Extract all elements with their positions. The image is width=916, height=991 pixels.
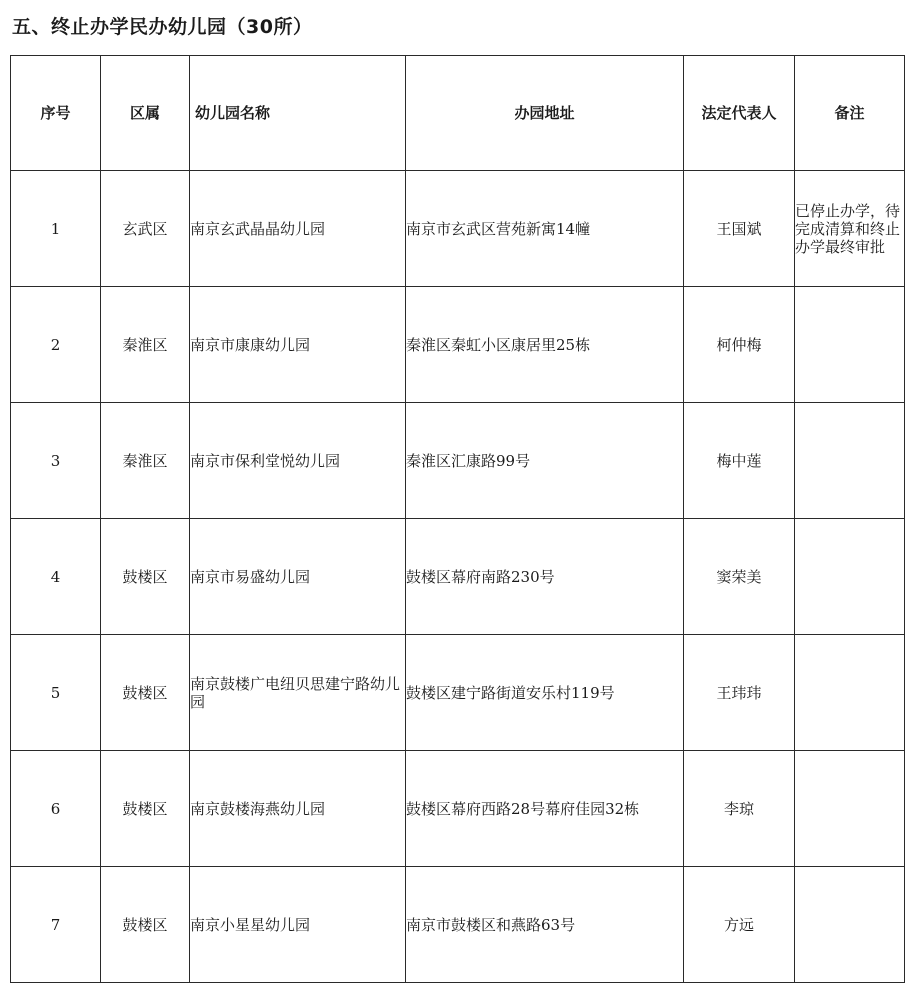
cell-remark: 已停止办学，待完成清算和终止办学最终审批 <box>795 171 905 287</box>
cell-name: 南京市康康幼儿园 <box>190 287 406 403</box>
header-remark: 备注 <box>795 56 905 171</box>
header-representative: 法定代表人 <box>684 56 795 171</box>
cell-representative: 方远 <box>684 867 795 983</box>
cell-remark <box>795 287 905 403</box>
cell-name: 南京市保利堂悦幼儿园 <box>190 403 406 519</box>
header-district: 区属 <box>101 56 190 171</box>
cell-representative: 柯仲梅 <box>684 287 795 403</box>
cell-address: 鼓楼区幕府南路230号 <box>406 519 684 635</box>
cell-address: 秦淮区汇康路99号 <box>406 403 684 519</box>
table-row <box>11 635 905 751</box>
cell-address: 鼓楼区建宁路街道安乐村119号 <box>406 635 684 751</box>
cell-representative: 窦荣美 <box>684 519 795 635</box>
table-row <box>11 403 905 519</box>
cell-name: 南京市易盛幼儿园 <box>190 519 406 635</box>
cell-representative: 李琼 <box>684 751 795 867</box>
cell-address: 南京市鼓楼区和燕路63号 <box>406 867 684 983</box>
cell-remark <box>795 867 905 983</box>
cell-no: 3 <box>11 403 101 519</box>
cell-no: 7 <box>11 867 101 983</box>
cell-name: 南京鼓楼海燕幼儿园 <box>190 751 406 867</box>
cell-no: 4 <box>11 519 101 635</box>
cell-name: 南京鼓楼广电纽贝思建宁路幼儿园 <box>190 635 406 751</box>
cell-name: 南京玄武晶晶幼儿园 <box>190 171 406 287</box>
cell-name: 南京小星星幼儿园 <box>190 867 406 983</box>
cell-representative: 王玮玮 <box>684 635 795 751</box>
cell-district: 鼓楼区 <box>101 635 190 751</box>
cell-no: 5 <box>11 635 101 751</box>
cell-representative: 梅中莲 <box>684 403 795 519</box>
cell-no: 1 <box>11 171 101 287</box>
cell-no: 6 <box>11 751 101 867</box>
cell-remark <box>795 519 905 635</box>
cell-no: 2 <box>11 287 101 403</box>
cell-district: 秦淮区 <box>101 287 190 403</box>
table-row <box>11 519 905 635</box>
header-row <box>11 56 905 171</box>
kindergarten-table <box>10 55 905 983</box>
table-row <box>11 751 905 867</box>
cell-district: 鼓楼区 <box>101 751 190 867</box>
cell-address: 鼓楼区幕府西路28号幕府佳园32栋 <box>406 751 684 867</box>
header-no: 序号 <box>11 56 101 171</box>
cell-remark <box>795 403 905 519</box>
cell-district: 秦淮区 <box>101 403 190 519</box>
cell-address: 秦淮区秦虹小区康居里25栋 <box>406 287 684 403</box>
header-address: 办园地址 <box>406 56 684 171</box>
cell-district: 鼓楼区 <box>101 519 190 635</box>
table-row <box>11 867 905 983</box>
page-title: 五、终止办学民办幼儿园（30所） <box>12 16 313 38</box>
cell-district: 鼓楼区 <box>101 867 190 983</box>
cell-address: 南京市玄武区营苑新寓14幢 <box>406 171 684 287</box>
cell-district: 玄武区 <box>101 171 190 287</box>
cell-remark <box>795 635 905 751</box>
table-row <box>11 287 905 403</box>
cell-remark <box>795 751 905 867</box>
cell-representative: 王国斌 <box>684 171 795 287</box>
header-name: 幼儿园名称 <box>190 56 406 171</box>
table-row <box>11 171 905 287</box>
